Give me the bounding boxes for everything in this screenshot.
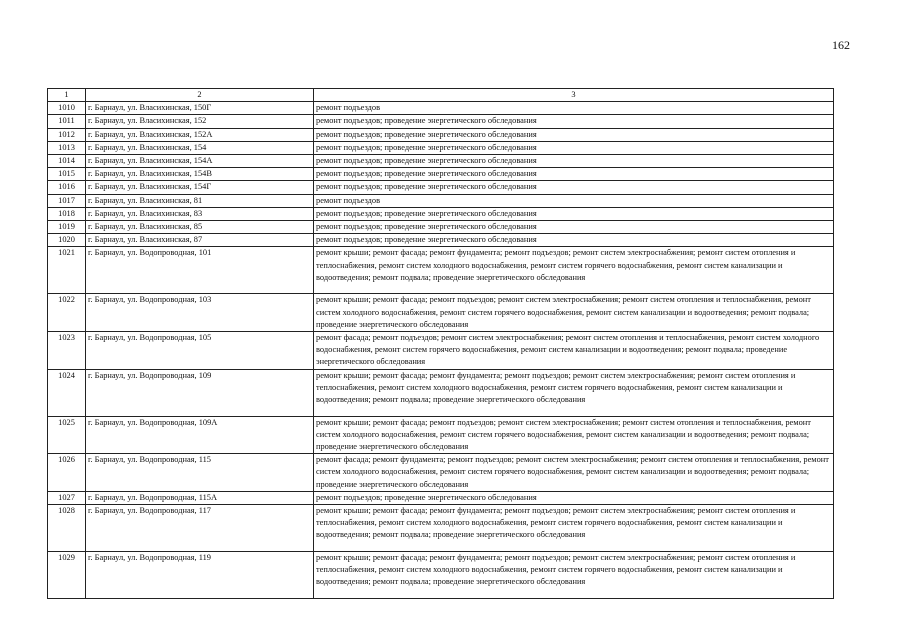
repair-works: ремонт подъездов; проведение энергетического обследования	[314, 491, 834, 504]
column-header: 3	[314, 89, 834, 102]
repair-works: ремонт подъездов; проведение энергетического обследования	[314, 115, 834, 128]
building-address: г. Барнаул, ул. Власихинская, 154В	[86, 168, 314, 181]
table-row	[48, 369, 834, 416]
building-address: г. Барнаул, ул. Власихинская, 87	[86, 234, 314, 247]
table-row	[48, 454, 834, 492]
repair-works: ремонт подъездов; проведение энергетического обследования	[314, 207, 834, 220]
repair-works: ремонт подъездов; проведение энергетического обследования	[314, 155, 834, 168]
table-row	[48, 332, 834, 370]
building-address: г. Барнаул, ул. Водопроводная, 109	[86, 369, 314, 416]
table-row	[48, 416, 834, 454]
table-row	[48, 491, 834, 504]
table-row	[48, 181, 834, 194]
repair-works: ремонт подъездов; проведение энергетического обследования	[314, 221, 834, 234]
page-number: 162	[832, 38, 850, 52]
building-address: г. Барнаул, ул. Водопроводная, 105	[86, 332, 314, 370]
repair-works: ремонт крыши; ремонт фасада; ремонт подъездов; ремонт систем электроснабжения; ремонт систем отопления и теплоснабжения, ремонт систем холодного водоснабжения, ремонт систем горячего водоснабжения, ремонт систем канализации и водоотведения; ремонт подвала; проведение энергетического обследования	[314, 294, 834, 332]
table-header	[48, 89, 834, 102]
building-address: г. Барнаул, ул. Власихинская, 152А	[86, 128, 314, 141]
row-number: 1029	[48, 552, 86, 599]
building-address: г. Барнаул, ул. Власихинская, 81	[86, 194, 314, 207]
building-address: г. Барнаул, ул. Водопроводная, 103	[86, 294, 314, 332]
row-number: 1023	[48, 332, 86, 370]
table-body	[48, 102, 834, 599]
building-address: г. Барнаул, ул. Власихинская, 154А	[86, 155, 314, 168]
building-address: г. Барнаул, ул. Водопроводная, 101	[86, 247, 314, 294]
table-row	[48, 294, 834, 332]
repair-works: ремонт фасада; ремонт подъездов; ремонт систем электроснабжения; ремонт систем отопления и теплоснабжения, ремонт систем холодного водоснабжения, ремонт систем горячего водоснабжения, ремонт систем канализации и водоотведения; ремонт подвала; проведение энергетического обследования	[314, 332, 834, 370]
row-number: 1020	[48, 234, 86, 247]
repair-works: ремонт крыши; ремонт фасада; ремонт подъездов; ремонт систем электроснабжения; ремонт систем отопления и теплоснабжения, ремонт систем холодного водоснабжения, ремонт систем горячего водоснабжения, ремонт систем канализации и водоотведения; ремонт подвала; проведение энергетического обследования	[314, 416, 834, 454]
housing-repair-table	[47, 88, 834, 599]
row-number: 1026	[48, 454, 86, 492]
table-row	[48, 221, 834, 234]
table-row	[48, 207, 834, 220]
column-header: 1	[48, 89, 86, 102]
table-row	[48, 247, 834, 294]
building-address: г. Барнаул, ул. Власихинская, 152	[86, 115, 314, 128]
building-address: г. Барнаул, ул. Водопроводная, 117	[86, 505, 314, 552]
table-row	[48, 505, 834, 552]
repair-works: ремонт подъездов	[314, 194, 834, 207]
row-number: 1015	[48, 168, 86, 181]
row-number: 1012	[48, 128, 86, 141]
row-number: 1024	[48, 369, 86, 416]
row-number: 1019	[48, 221, 86, 234]
row-number: 1011	[48, 115, 86, 128]
row-number: 1027	[48, 491, 86, 504]
building-address: г. Барнаул, ул. Водопроводная, 119	[86, 552, 314, 599]
table-row	[48, 552, 834, 599]
building-address: г. Барнаул, ул. Водопроводная, 115А	[86, 491, 314, 504]
row-number: 1017	[48, 194, 86, 207]
row-number: 1013	[48, 141, 86, 154]
repair-works: ремонт крыши; ремонт фасада; ремонт фундамента; ремонт подъездов; ремонт систем электроснабжения; ремонт систем отопления и теплоснабжения, ремонт систем холодного водоснабжения, ремонт систем горячего водоснабжения, ремонт систем канализации и водоотведения; ремонт подвала; проведение энергетического обследования	[314, 552, 834, 599]
row-number: 1021	[48, 247, 86, 294]
building-address: г. Барнаул, ул. Власихинская, 154	[86, 141, 314, 154]
building-address: г. Барнаул, ул. Водопроводная, 115	[86, 454, 314, 492]
repair-works: ремонт фасада; ремонт фундамента; ремонт подъездов; ремонт систем электроснабжения; ремонт систем отопления и теплоснабжения, ремонт систем холодного водоснабжения, ремонт систем горячего водоснабжения, ремонт систем канализации и водоотведения; ремонт подвала; проведение энергетического обследования	[314, 454, 834, 492]
table-row	[48, 141, 834, 154]
building-address: г. Барнаул, ул. Власихинская, 85	[86, 221, 314, 234]
column-header: 2	[86, 89, 314, 102]
repair-works: ремонт подъездов; проведение энергетического обследования	[314, 141, 834, 154]
row-number: 1010	[48, 102, 86, 115]
building-address: г. Барнаул, ул. Водопроводная, 109А	[86, 416, 314, 454]
table-row	[48, 155, 834, 168]
table-row	[48, 102, 834, 115]
building-address: г. Барнаул, ул. Власихинская, 150Г	[86, 102, 314, 115]
header-row	[48, 89, 834, 102]
repair-works: ремонт подъездов	[314, 102, 834, 115]
repair-works: ремонт крыши; ремонт фасада; ремонт фундамента; ремонт подъездов; ремонт систем электроснабжения; ремонт систем отопления и теплоснабжения, ремонт систем холодного водоснабжения, ремонт систем горячего водоснабжения, ремонт систем канализации и водоотведения; ремонт подвала; проведение энергетического обследования	[314, 369, 834, 416]
repair-works: ремонт подъездов; проведение энергетического обследования	[314, 181, 834, 194]
repair-works: ремонт подъездов; проведение энергетического обследования	[314, 234, 834, 247]
building-address: г. Барнаул, ул. Власихинская, 83	[86, 207, 314, 220]
repair-works: ремонт подъездов; проведение энергетического обследования	[314, 168, 834, 181]
table-row	[48, 128, 834, 141]
row-number: 1018	[48, 207, 86, 220]
row-number: 1025	[48, 416, 86, 454]
row-number: 1016	[48, 181, 86, 194]
row-number: 1028	[48, 505, 86, 552]
repair-works: ремонт крыши; ремонт фасада; ремонт фундамента; ремонт подъездов; ремонт систем электроснабжения; ремонт систем отопления и теплоснабжения, ремонт систем холодного водоснабжения, ремонт систем горячего водоснабжения, ремонт систем канализации и водоотведения; ремонт подвала; проведение энергетического обследования	[314, 247, 834, 294]
table-row	[48, 194, 834, 207]
table-row	[48, 168, 834, 181]
table-row	[48, 115, 834, 128]
repair-works: ремонт крыши; ремонт фасада; ремонт фундамента; ремонт подъездов; ремонт систем электроснабжения; ремонт систем отопления и теплоснабжения, ремонт систем холодного водоснабжения, ремонт систем горячего водоснабжения, ремонт систем канализации и водоотведения; ремонт подвала; проведение энергетического обследования	[314, 505, 834, 552]
table-row	[48, 234, 834, 247]
repair-works: ремонт подъездов; проведение энергетического обследования	[314, 128, 834, 141]
building-address: г. Барнаул, ул. Власихинская, 154Г	[86, 181, 314, 194]
row-number: 1022	[48, 294, 86, 332]
row-number: 1014	[48, 155, 86, 168]
